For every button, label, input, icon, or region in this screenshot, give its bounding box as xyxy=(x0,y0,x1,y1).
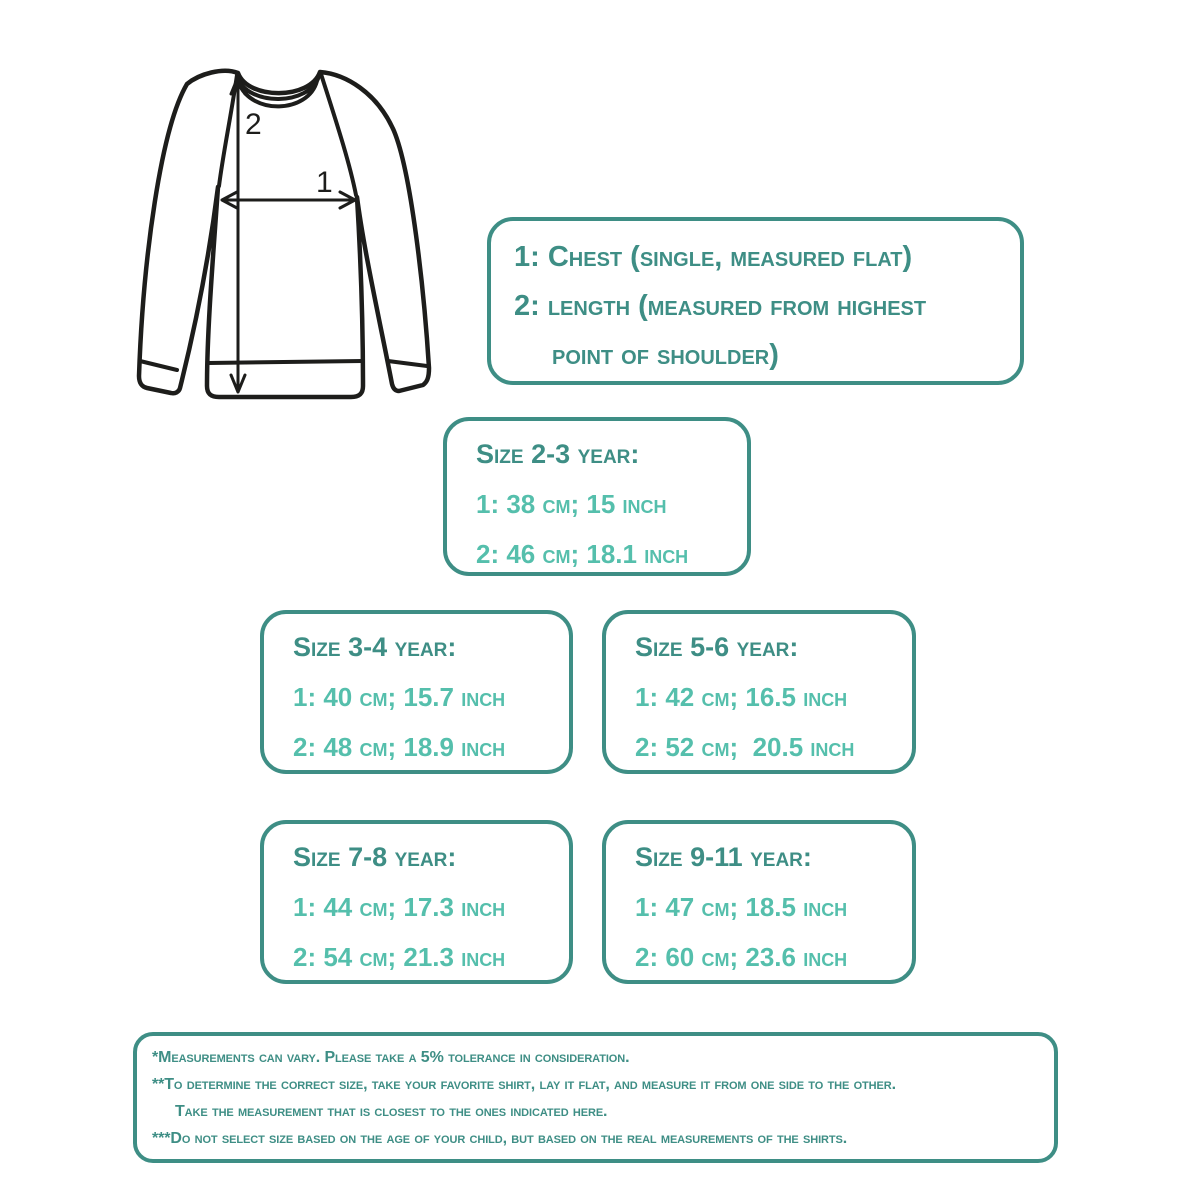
size-chest-row: 1: 44 cm; 17.3 inch xyxy=(293,892,506,922)
size-chest-row: 1: 38 cm; 15 inch xyxy=(476,489,667,519)
note-line-1: *Measurements can vary. Please take a 5% tolerance in consideration. xyxy=(152,1049,630,1066)
legend-line-3: point of shoulder) xyxy=(552,339,779,371)
notes-box xyxy=(133,1032,1058,1163)
legend-line-2: 2: length (measured from highest xyxy=(514,290,927,322)
size-length-row: 2: 60 cm; 23.6 inch xyxy=(635,942,848,972)
size-title: Size 7-8 year: xyxy=(293,842,457,872)
note-line-3: Take the measurement that is closest to the ones indicated here. xyxy=(175,1103,608,1120)
size-length-row: 2: 52 cm; 20.5 inch xyxy=(635,732,855,762)
size-length-row: 2: 46 cm; 18.1 inch xyxy=(476,539,689,569)
arrow-label-2: 2 xyxy=(245,108,262,141)
size-length-row: 2: 54 cm; 21.3 inch xyxy=(293,942,506,972)
size-chest-row: 1: 47 cm; 18.5 inch xyxy=(635,892,848,922)
hem-line xyxy=(208,361,363,363)
sweater-diagram xyxy=(133,58,433,408)
note-line-2: **To determine the correct size, take your favorite shirt, lay it flat, and measure it from one side to the other. xyxy=(152,1076,896,1093)
arrow-label-1: 1 xyxy=(316,166,333,199)
size-length-row: 2: 48 cm; 18.9 inch xyxy=(293,732,506,762)
length-arrow xyxy=(231,77,245,392)
legend-box xyxy=(487,217,1024,385)
size-box-9-11-year xyxy=(602,820,916,984)
legend-line-1: 1: Chest (single, measured flat) xyxy=(514,241,913,273)
size-box-5-6-year xyxy=(602,610,916,774)
size-title: Size 2-3 year: xyxy=(476,439,640,469)
size-box-2-3-year xyxy=(443,417,751,576)
size-title: Size 3-4 year: xyxy=(293,632,457,662)
note-line-4: ***Do not select size based on the age of your child, but based on the real measurements of the shirts. xyxy=(152,1130,848,1147)
chest-arrow xyxy=(222,192,355,208)
size-title: Size 5-6 year: xyxy=(635,632,799,662)
size-chest-row: 1: 40 cm; 15.7 inch xyxy=(293,682,506,712)
size-box-7-8-year xyxy=(260,820,573,984)
size-title: Size 9-11 year: xyxy=(635,842,812,872)
sweater-outline xyxy=(139,71,429,397)
size-chest-row: 1: 42 cm; 16.5 inch xyxy=(635,682,848,712)
size-box-3-4-year xyxy=(260,610,573,774)
